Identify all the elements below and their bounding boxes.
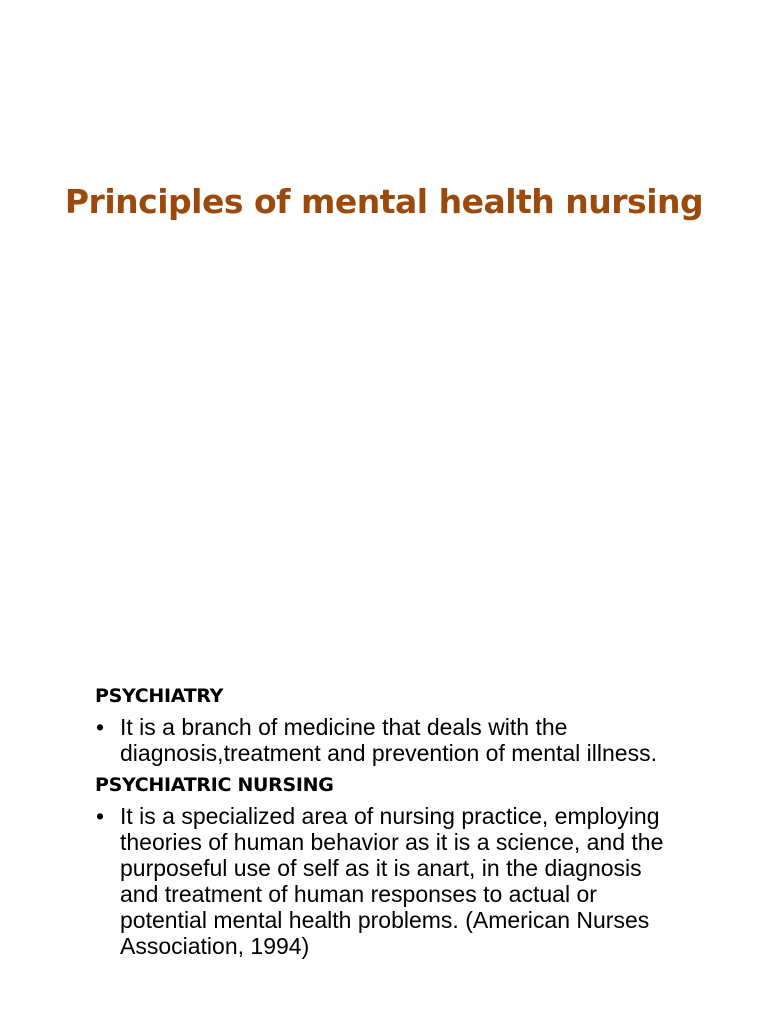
bullet-dot-icon: • [96, 714, 105, 740]
section-psychiatric-nursing [95, 770, 675, 959]
bullet-item-psychiatry-definition [95, 714, 675, 766]
slide-title: Principles of mental health nursing [64, 182, 704, 221]
bullet-dot-icon: • [96, 803, 105, 829]
bullet-item-psychiatric-nursing-definition [95, 803, 675, 959]
slide-body [95, 681, 675, 959]
section-psychiatry [95, 681, 675, 766]
section-heading-psychiatry: PSYCHIATRY [95, 685, 224, 707]
bullet-text-psychiatric-nursing-definition: It is a specialized area of nursing practice, employing theories of human behavior as it is a science, and the purposeful use of self as it is anart, in the diagnosis and treatment of human responses to actual or potential mental health problems. (American Nurses Association, 1994) [120, 803, 664, 959]
bullet-text-psychiatry-definition: It is a branch of medicine that deals with the diagnosis,treatment and prevention of mental illness. [120, 714, 657, 766]
section-heading-psychiatric-nursing: PSYCHIATRIC NURSING [95, 774, 334, 796]
